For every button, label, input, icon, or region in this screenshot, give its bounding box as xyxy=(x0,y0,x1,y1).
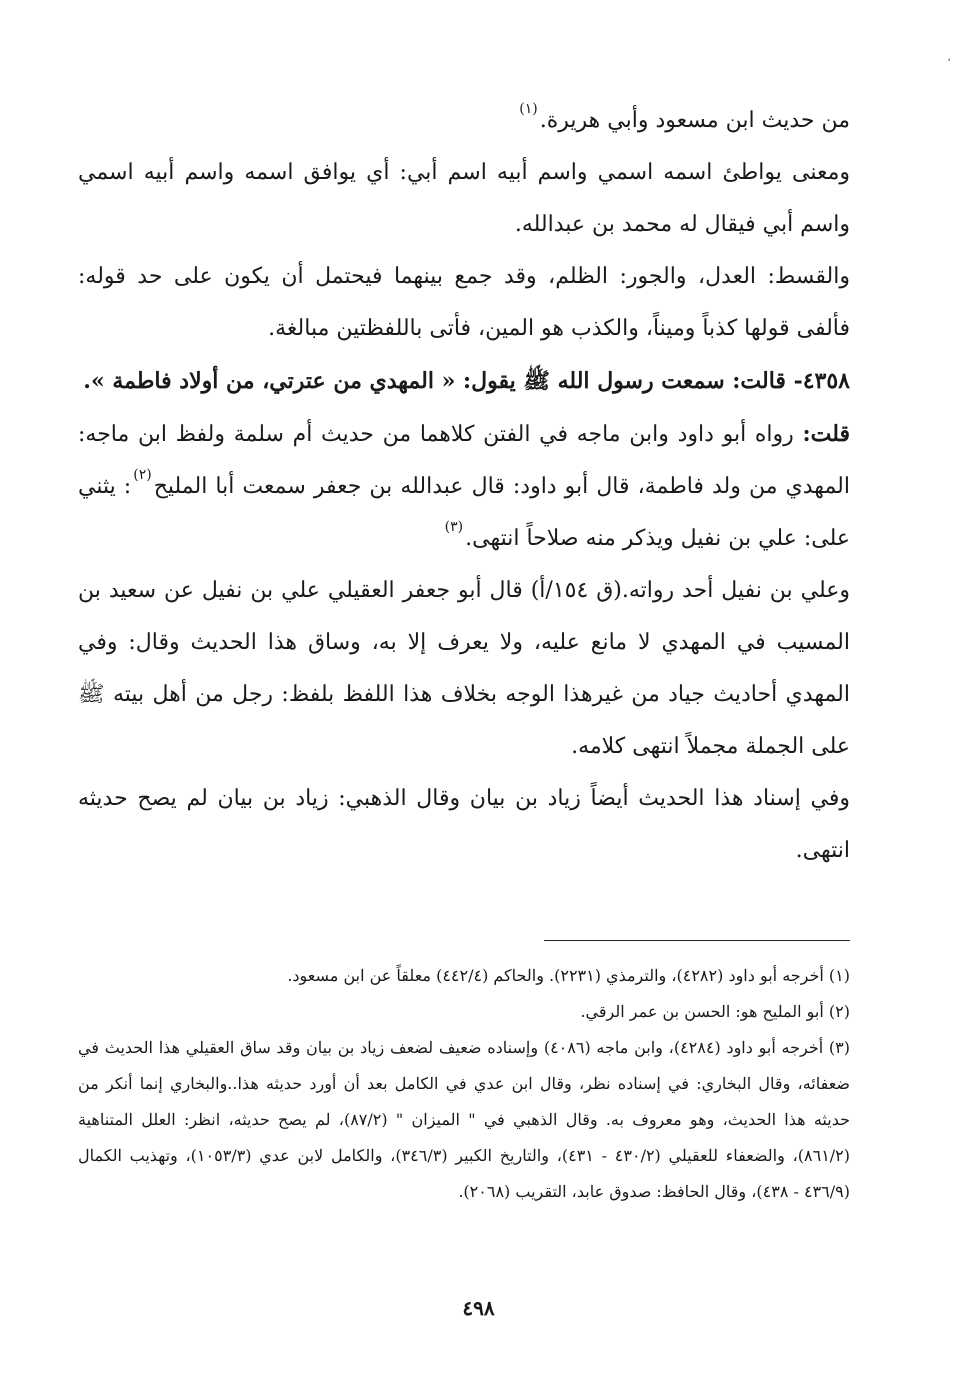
footnote-1: (١) أخرجه أبو داود (٤٢٨٢)، والترمذي (٢٢٣١). والحاكم (٤٤٢/٤) معلقاً عن ابن مسعود. xyxy=(287,966,850,985)
paragraph-1: من حديث ابن مسعود وأبي هريرة.$^{(١)}$ xyxy=(519,101,850,133)
paragraph-2: ومعنى يواطئ اسمه اسمي واسم أبيه اسم أبي: أي يوافق اسمه واسم أبيه اسمي واسم أبي فيقال له محمد بن عبدالله. xyxy=(78,160,850,237)
qultu-lead: قلت: xyxy=(802,421,850,447)
footnote-divider xyxy=(544,940,850,941)
paragraph-3: والقسط: العدل، والجور: الظلم، وقد جمع بينهما فيحتمل أن يكون على حد قوله: فألفى قولها كذباً وميناً، والكذب هو المين، فأتى باللفظتين مبالغة. xyxy=(78,264,850,341)
footnote-2: (٢) أبو المليح هو: الحسن بن عمر الرقي. xyxy=(580,1002,850,1021)
paragraph-6: وعلي بن نفيل أحد رواته.(ق ١٥٤/أ) قال أبو جعفر العقيلي علي بن نفيل عن سعيد بن المسيب في المهدي لا مانع عليه، ولا يعرف إلا به، وساق هذا الحديث وقال: وفي المهدي أحاديث جياد من غيرهذا الوجه بخلاف هذا اللفظ بلفظ: رجل من أهل بيته ﷺ على الجملة مجملاً انتهى كلامه. xyxy=(78,578,850,759)
edge-mark: ، xyxy=(947,50,951,64)
hadith-heading: ٤٣٥٨- قالت: سمعت رسول الله ﷺ يقول: « المهدي من عترتي، من أولاد فاطمة ». xyxy=(83,368,850,394)
footnote-3: (٣) أخرجه أبو داود (٤٢٨٤)، وابن ماجه (٤٠٨٦) وإسناده ضعيف لضعف زياد بن بيان وقد ساق العقيلي هذا الحديث في ضعفائه، وقال البخاري: في إسناده نظر، وقال ابن عدي في الكامل بعد أن أورد حديثه هذا..والبخاري إنما أنكر من حديثه هذا الحديث، وهو معروف به. وقال الذهبي في " الميزان " (٨٧/٢)، لم يصح حديثه، انظر: العلل المتناهية (٨٦١/٢)، والضعفاء للعقيلي (٤٣٠/٢ - ٤٣١)، والتاريخ الكبير (٣٤٦/٣)، والكامل لابن عدي (١٠٥٣/٣)، وتهذيب الكمال (٤٣٦/٩ - ٤٣٨)، وقال الحافظ: صدوق عابد، التقريب (٢٠٦٨). xyxy=(78,1038,851,1201)
main-text xyxy=(78,95,850,877)
footnotes xyxy=(78,958,850,1210)
paragraph-5: قلت: رواه أبو داود وابن ماجه في الفتن كلاهما من حديث أم سلمة ولفظ ابن ماجه: المهدي من ولد فاطمة، قال أبو داود: قال عبدالله بن جعفر سمعت أبا المليح$^{(٢)}$: يثني على: علي بن نفيل ويذكر منه صلاحاً انتهى.$^{(٣)}$ xyxy=(78,421,850,551)
page-number: ٤٩٨ xyxy=(462,1296,495,1320)
footnote-ref-1: (١) xyxy=(519,101,538,117)
footnote-ref-2: (٢) xyxy=(133,467,152,483)
paragraph-7: وفي إسناد هذا الحديث أيضاً زياد بن بيان وقال الذهبي: زياد بن بيان لم يصح حديثه انتهى. xyxy=(78,786,850,863)
footnote-ref-3: (٣) xyxy=(444,519,464,535)
